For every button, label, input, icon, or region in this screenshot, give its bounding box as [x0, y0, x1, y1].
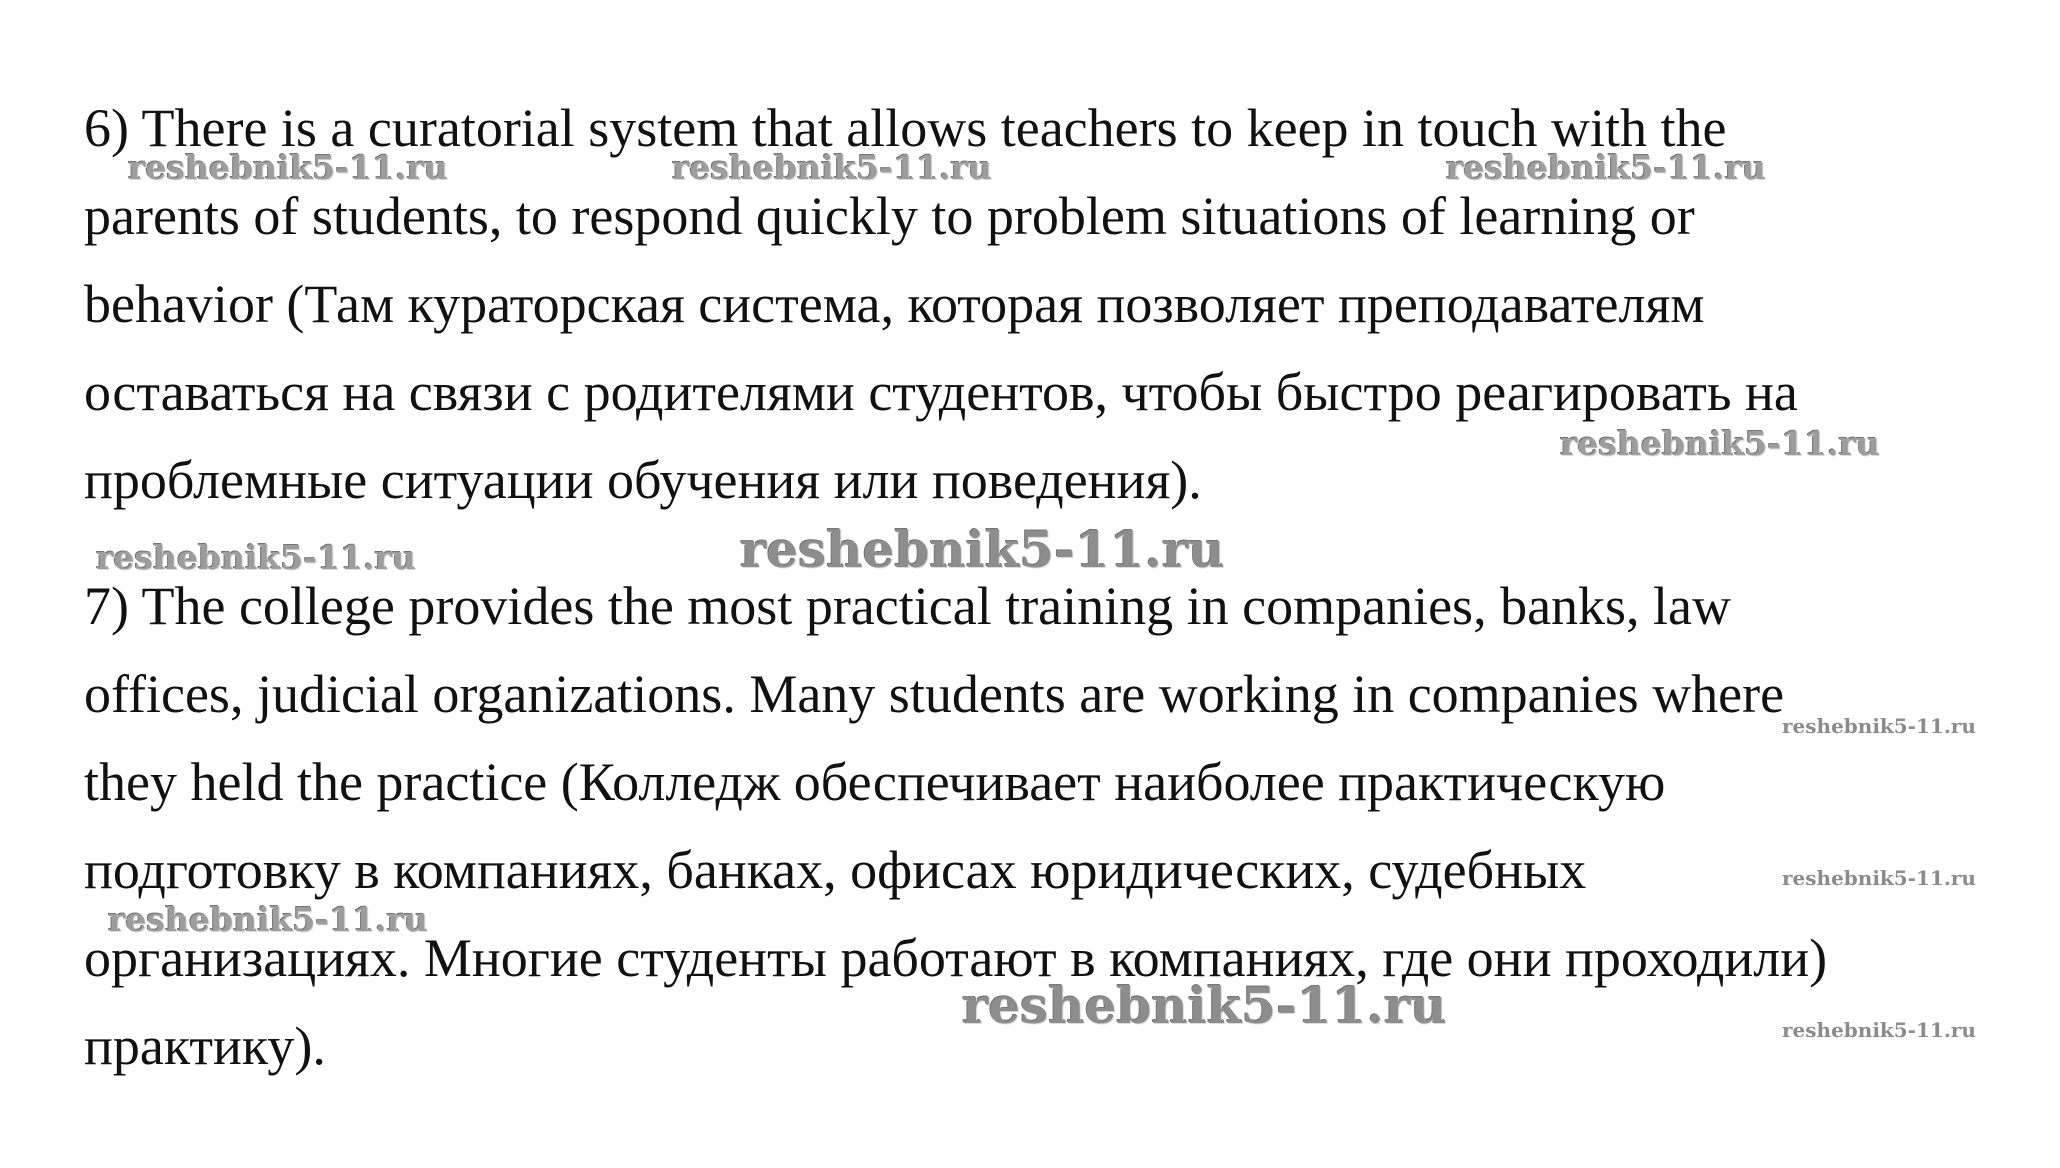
paragraph-7-line-6: практику). [84, 1016, 326, 1076]
paragraph-7-line-4: подготовку в компаниях, банках, офисах юридических, судебных [84, 840, 1587, 900]
paragraph-7-line-5: организациях. Многие студенты работают в компаниях, где они проходили) [84, 928, 1828, 988]
watermark: reshebnik5-11.ru [1782, 866, 1976, 890]
watermark: reshebnik5-11.ru [1782, 1018, 1976, 1042]
paragraph-6-line-2: parents of students, to respond quickly to problem situations of learning or [84, 186, 1695, 246]
watermark: reshebnik5-11.ru [740, 520, 1225, 579]
paragraph-6-line-5: проблемные ситуации обучения или поведения). [84, 450, 1202, 510]
paragraph-6-line-4: оставаться на связи с родителями студентов, чтобы быстро реагировать на [84, 362, 1798, 422]
watermark: reshebnik5-11.ru [96, 538, 416, 577]
paragraph-7-line-2: offices, judicial organizations. Many students are working in companies where [84, 664, 1785, 724]
paragraph-6-line-3: behavior (Там кураторская система, которая позволяет преподавателям [84, 274, 1705, 334]
watermark: reshebnik5-11.ru [1782, 714, 1976, 738]
paragraph-6-line-1: 6) There is a curatorial system that allows teachers to keep in touch with the [84, 98, 1727, 158]
paragraph-7-line-3: they held the practice (Колледж обеспечивает наиболее практическую [84, 752, 1666, 812]
paragraph-7-line-1: 7) The college provides the most practical training in companies, banks, law [84, 576, 1732, 636]
watermark: reshebnik5-11.ru [1446, 148, 1766, 187]
watermark: reshebnik5-11.ru [108, 900, 428, 939]
watermark: reshebnik5-11.ru [672, 148, 992, 187]
watermark: reshebnik5-11.ru [128, 148, 448, 187]
watermark: reshebnik5-11.ru [962, 976, 1447, 1035]
watermark: reshebnik5-11.ru [1560, 424, 1880, 463]
